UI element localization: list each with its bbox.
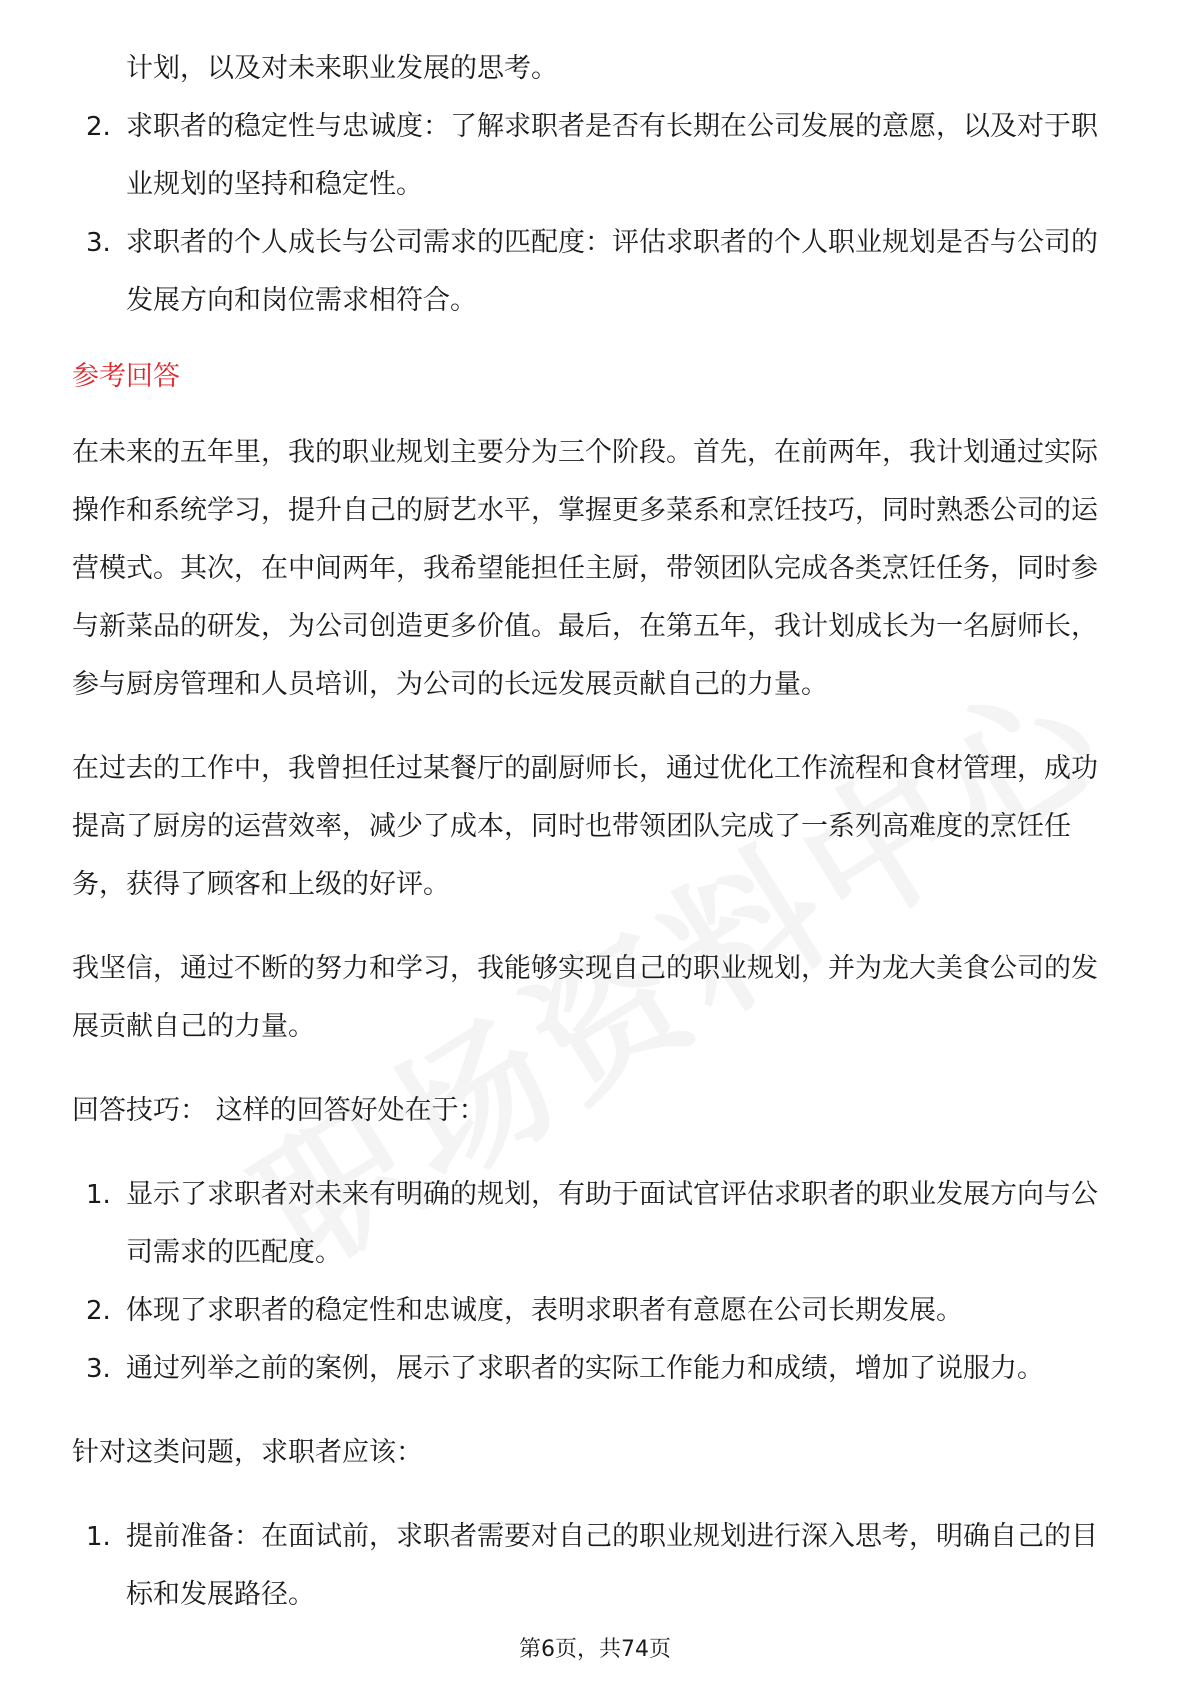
top-numbered-list [72, 40, 1122, 330]
answer-paragraph: 我坚信，通过不断的努力和学习，我能够实现自己的职业规划，并为龙大美食公司的发展贡献自己的力量。 [72, 953, 1098, 1042]
answer-paragraph: 在过去的工作中，我曾担任过某餐厅的副厨师长，通过优化工作流程和食材管理，成功提高了厨房的运营效率，减少了成本，同时也带领团队完成了一系列高难度的烹饪任务，获得了顾客和上级的好评。 [72, 753, 1098, 900]
advice-intro: 针对这类问题，求职者应该： [72, 1437, 423, 1468]
list-number: 2. [86, 1296, 111, 1326]
answer-paragraph: 在未来的五年里，我的职业规划主要分为三个阶段。首先，在前两年，我计划通过实际操作和系统学习，提升自己的厨艺水平，掌握更多菜系和烹饪技巧，同时熟悉公司的运营模式。其次，在中间两年，我希望能担任主厨，带领团队完成各类烹饪任务，同时参与新菜品的研发，为公司创造更多价值。最后，在第五年，我计划成长为一名厨师长，参与厨房管理和人员培训，为公司的长远发展贡献自己的力量。 [72, 437, 1098, 700]
list-item-text: 提前准备：在面试前，求职者需要对自己的职业规划进行深入思考，明确自己的目标和发展路径。 [126, 1521, 1098, 1610]
list-number: 3. [86, 228, 111, 258]
list-item-text: 显示了求职者对未来有明确的规划，有助于面试官评估求职者的职业发展方向与公司需求的匹配度。 [126, 1179, 1098, 1268]
tips-numbered-list [72, 1166, 1122, 1398]
list-number: 1. [86, 1180, 111, 1210]
list-item [72, 1340, 1122, 1398]
list-number: 1. [86, 1522, 111, 1552]
tips-intro: 回答技巧： 这样的回答好处在于： [72, 1095, 486, 1126]
list-item-text: 通过列举之前的案例，展示了求职者的实际工作能力和成绩，增加了说服力。 [126, 1353, 1044, 1384]
page-footer: 第6页，共74页 [519, 1637, 671, 1662]
advice-numbered-list [72, 1508, 1122, 1624]
page-content [72, 40, 1122, 1624]
list-item [72, 1508, 1122, 1624]
list-item [72, 1282, 1122, 1340]
list-item [72, 1166, 1122, 1282]
list-item [72, 214, 1122, 330]
list-item [72, 98, 1122, 214]
list-item-text: 求职者的稳定性与忠诚度：了解求职者是否有长期在公司发展的意愿，以及对于职业规划的坚持和稳定性。 [126, 111, 1098, 200]
list-item-text: 求职者的个人成长与公司需求的匹配度：评估求职者的个人职业规划是否与公司的发展方向和岗位需求相符合。 [126, 227, 1098, 316]
list-number: 2. [86, 112, 111, 142]
list-number: 3. [86, 1354, 111, 1384]
reference-answer-heading: 参考回答 [72, 361, 180, 392]
list-item [72, 40, 1122, 98]
list-item-text: 体现了求职者的稳定性和忠诚度，表明求职者有意愿在公司长期发展。 [126, 1295, 963, 1326]
list-item-text: 计划，以及对未来职业发展的思考。 [126, 53, 558, 84]
